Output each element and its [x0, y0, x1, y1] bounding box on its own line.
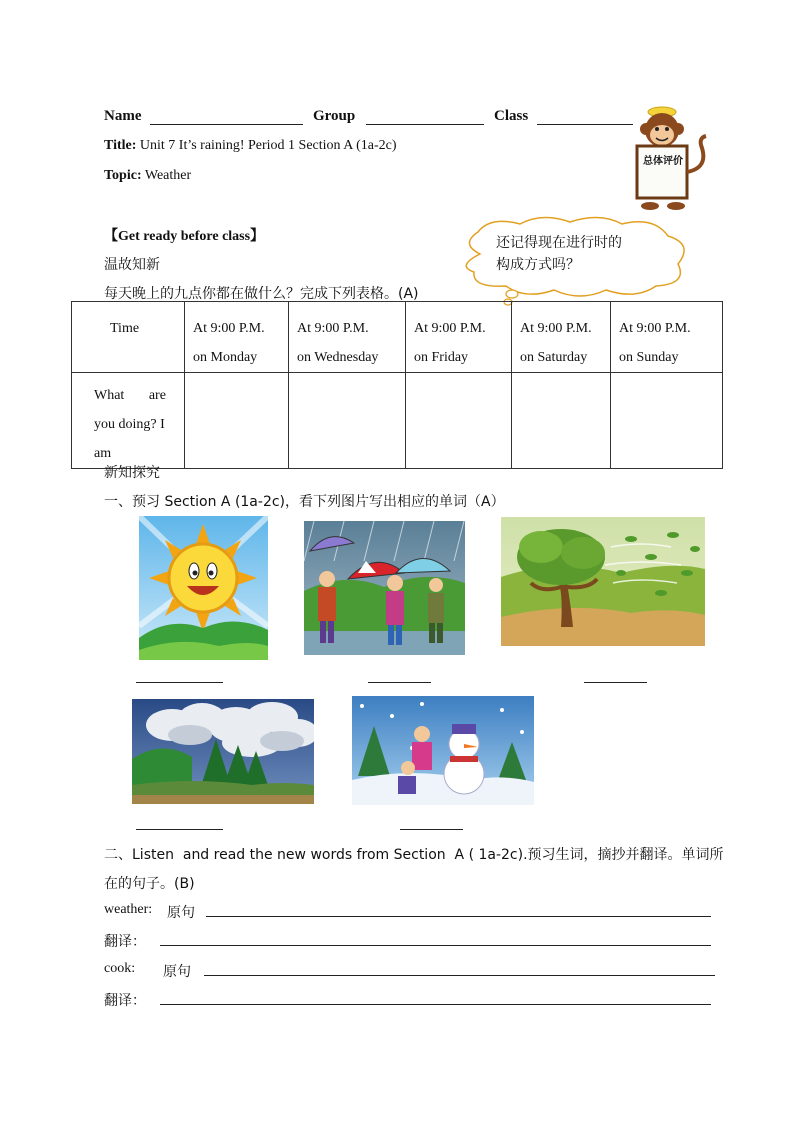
column-header-wednesday — [289, 302, 406, 373]
time-header: Time — [110, 321, 140, 336]
column-day: on Wednesday — [297, 350, 379, 365]
class-field[interactable] — [537, 124, 633, 125]
question-line: What are — [94, 388, 166, 403]
question-line: am — [94, 446, 112, 461]
snowy-picture — [352, 696, 534, 805]
original-label: 原句 — [167, 905, 195, 921]
name-field[interactable] — [150, 124, 303, 125]
answer-cell-monday[interactable] — [185, 373, 289, 469]
cook-translation-field[interactable] — [160, 1004, 711, 1005]
name-label: Name — [104, 108, 142, 124]
cloudy-picture — [132, 699, 314, 804]
column-time: At 9:00 P.M. — [297, 321, 369, 336]
evaluation-label: 总体评价 — [643, 156, 683, 167]
word-cook: cook: — [104, 961, 136, 976]
answer-cell-wednesday[interactable] — [289, 373, 406, 469]
class-label: Class — [494, 108, 529, 124]
schedule-table — [71, 301, 723, 469]
column-header-sunday — [611, 302, 723, 373]
task1-instruction: 一、预习 Section A (1a-2c)，看下列图片写出相应的单词（A） — [104, 494, 505, 510]
question-line: you doing? I — [94, 417, 165, 432]
answer-cell-friday[interactable] — [406, 373, 512, 469]
bubble-line-1: 还记得现在进行时的 — [496, 235, 622, 251]
review-heading: 温故知新 — [104, 257, 160, 273]
translate-label: 翻译： — [104, 934, 146, 950]
windy-picture — [501, 517, 705, 646]
column-time: At 9:00 P.M. — [414, 321, 486, 336]
table-answer-row — [72, 373, 723, 469]
thought-bubble — [450, 214, 694, 310]
answer-line-snowy[interactable] — [400, 829, 463, 830]
word-weather: weather: — [104, 902, 153, 917]
answer-cell-sunday[interactable] — [611, 373, 723, 469]
title-line — [104, 138, 397, 154]
cook-sentence-field[interactable] — [204, 975, 715, 976]
topic-label: Topic: — [104, 168, 142, 183]
translate-label: 翻译： — [104, 993, 146, 1009]
rainy-picture — [304, 521, 465, 655]
column-header-monday — [185, 302, 289, 373]
topic-value: Weather — [144, 168, 192, 183]
answer-cell-saturday[interactable] — [512, 373, 611, 469]
column-day: on Friday — [414, 350, 469, 365]
weather-sentence-field[interactable] — [206, 916, 711, 917]
original-label: 原句 — [163, 964, 191, 980]
bubble-line-2: 构成方式吗？ — [496, 257, 580, 273]
column-time: At 9:00 P.M. — [619, 321, 691, 336]
review-instruction: 每天晚上的九点你都在做什么？完成下列表格。(A) — [104, 286, 419, 302]
group-label: Group — [313, 108, 356, 124]
weather-translation-field[interactable] — [160, 945, 711, 946]
monkey-evaluation-illustration — [632, 102, 712, 214]
column-day: on Saturday — [520, 350, 588, 365]
time-header-cell — [72, 302, 185, 373]
column-day: on Sunday — [619, 350, 679, 365]
new-section-heading: 新知探究 — [104, 465, 160, 481]
answer-line-rainy[interactable] — [368, 682, 431, 683]
task2-instruction-line2: 在的句子。(B) — [104, 876, 195, 892]
question-cell — [72, 373, 185, 469]
title-label: Title: — [104, 138, 137, 153]
column-header-friday — [406, 302, 512, 373]
sunny-picture — [139, 516, 268, 660]
topic-line — [104, 168, 191, 184]
answer-line-cloudy[interactable] — [136, 829, 223, 830]
answer-line-sunny[interactable] — [136, 682, 223, 683]
section-heading-ready: 【Get ready before class】 — [104, 229, 265, 244]
table-header-row — [72, 302, 723, 373]
column-time: At 9:00 P.M. — [193, 321, 265, 336]
title-value: Unit 7 It’s raining! Period 1 Section A (1a-2c) — [139, 138, 397, 153]
task2-instruction-line1: 二、Listen and read the new words from Section A ( 1a-2c).预习生词，摘抄并翻译。单词所 — [104, 847, 724, 863]
column-time: At 9:00 P.M. — [520, 321, 592, 336]
group-field[interactable] — [366, 124, 484, 125]
column-header-saturday — [512, 302, 611, 373]
answer-line-windy[interactable] — [584, 682, 647, 683]
column-day: on Monday — [193, 350, 258, 365]
